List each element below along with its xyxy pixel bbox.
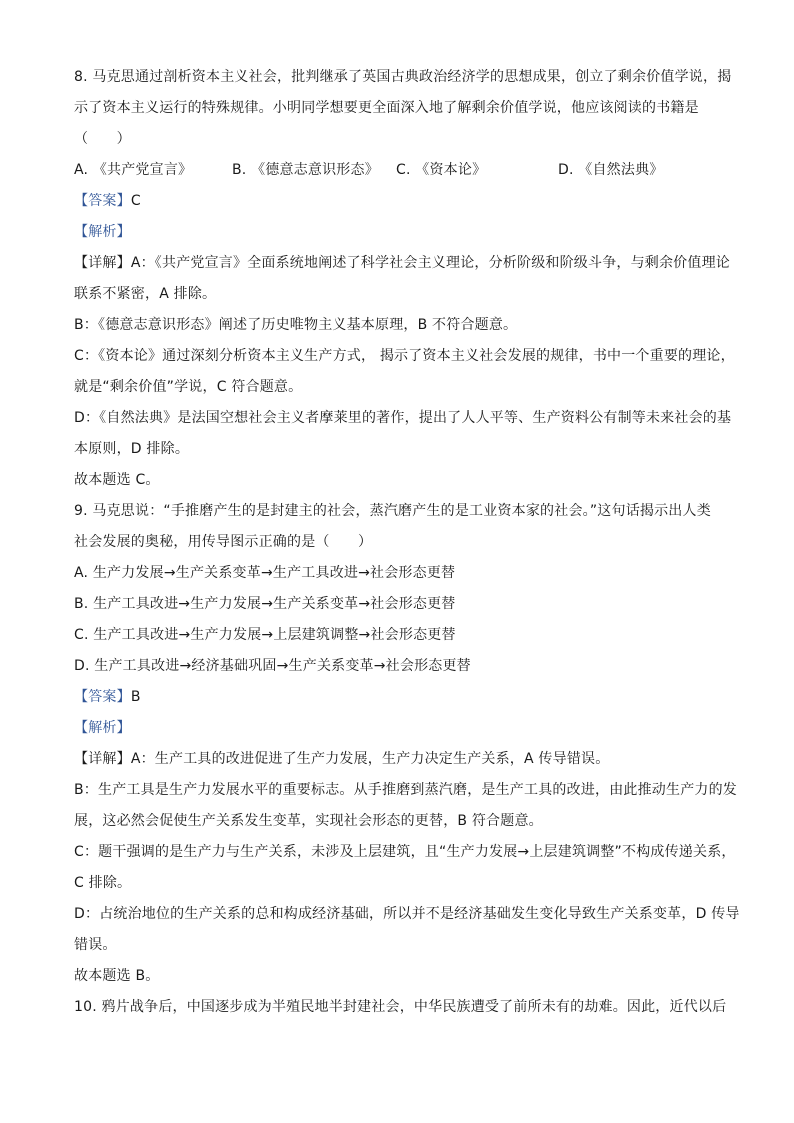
q8-option-d: D. 《自然法典》 bbox=[558, 162, 664, 178]
q8-stem-line-2: 示了资本主义运行的特殊规律。小明同学想要更全面深入地了解剩余价值学说，他应该阅读的书籍是 bbox=[74, 100, 699, 116]
q8-stem-line-3: （ ） bbox=[74, 131, 131, 147]
q9-detail-line-6: D：占统治地位的生产关系的总和构成经济基础，所以并不是经济基础发生变化导致生产关系变革，D 传导 bbox=[74, 906, 740, 922]
q9-conclusion: 故本题选 B。 bbox=[74, 968, 160, 984]
document-page bbox=[74, 62, 740, 1023]
q9-answer-value: B bbox=[130, 689, 141, 705]
q8-detail-tag: 【详解】 bbox=[74, 255, 131, 271]
q8-detail-text-1: A：《共产党宣言》全面系统地阐述了科学社会主义理论，分析阶级和阶级斗争，与剩余价值理论 bbox=[130, 255, 730, 271]
q9-option-a: A. 生产力发展→生产关系变革→生产工具改进→社会形态更替 bbox=[74, 565, 456, 581]
q8-answer-value: C bbox=[130, 193, 141, 209]
q9-detail-line-1 bbox=[74, 744, 734, 775]
q8-detail-line-6: D：《自然法典》是法国空想社会主义者摩莱里的著作，提出了人人平等、生产资料公有制等未来社会的基 bbox=[74, 410, 732, 426]
q9-option-d: D. 生产工具改进→经济基础巩固→生产关系变革→社会形态更替 bbox=[74, 658, 471, 674]
q9-detail-line-4: C：题干强调的是生产力与生产关系，未涉及上层建筑，且“生产力发展→上层建筑调整”不构成传递关系， bbox=[74, 844, 736, 860]
q8-answer-tag: 【答案】 bbox=[74, 193, 131, 209]
q9-stem-line-1: 9. 马克思说：“手推磨产生的是封建主的社会，蒸汽磨产生的是工业资本家的社会。”这句话揭示出人类 bbox=[74, 503, 711, 519]
q8-analysis-tag: 【解析】 bbox=[74, 224, 131, 240]
q9-option-c: C. 生产工具改进→生产力发展→上层建筑调整→社会形态更替 bbox=[74, 627, 456, 643]
q9-stem-line-2: 社会发展的奥秘，用传导图示正确的是（ ） bbox=[74, 534, 373, 550]
q8-detail-line-2: 联系不紧密，A 排除。 bbox=[74, 286, 217, 302]
q8-stem-line-1: 8. 马克思通过剖析资本主义社会，批判继承了英国古典政治经济学的思想成果，创立了剩余价值学说，揭 bbox=[74, 69, 732, 85]
q9-detail-line-5: C 排除。 bbox=[74, 875, 132, 891]
q9-analysis-tag: 【解析】 bbox=[74, 720, 131, 736]
q8-option-c: C. 《资本论》 bbox=[396, 162, 487, 178]
q9-detail-text-1: A：生产工具的改进促进了生产力发展，生产力决定生产关系，A 传导错误。 bbox=[130, 751, 610, 767]
q10-stem-line-1: 10. 鸦片战争后，中国逐步成为半殖民地半封建社会，中华民族遭受了前所未有的劫难。因此，近代以后 bbox=[74, 999, 727, 1015]
q9-answer-tag: 【答案】 bbox=[74, 689, 131, 705]
q8-detail-line-1 bbox=[74, 248, 734, 279]
q8-conclusion: 故本题选 C。 bbox=[74, 472, 160, 488]
q8-detail-line-7: 本原则，D 排除。 bbox=[74, 441, 190, 457]
q8-detail-line-4: C：《资本论》通过深刻分析资本主义生产方式， 揭示了资本主义社会发展的规律，书中一个重要的理论， bbox=[74, 348, 735, 364]
q9-detail-line-3: 展，这必然会促使生产关系发生变革，实现社会形态的更替，B 符合题意。 bbox=[74, 813, 543, 829]
q8-detail-line-3: B：《德意志意识形态》阐述了历史唯物主义基本原理，B 不符合题意。 bbox=[74, 317, 518, 333]
q9-detail-line-2: B：生产工具是生产力发展水平的重要标志。从手推磨到蒸汽磨，是生产工具的改进，由此推动生产力的发 bbox=[74, 782, 738, 798]
q8-options bbox=[74, 155, 734, 186]
q9-detail-line-7: 错误。 bbox=[74, 937, 117, 953]
q8-option-b: B. 《德意志意识形态》 bbox=[232, 162, 379, 178]
q9-answer bbox=[74, 682, 734, 713]
q9-detail-tag: 【详解】 bbox=[74, 751, 131, 767]
q8-option-a: A. 《共产党宣言》 bbox=[74, 162, 193, 178]
q8-answer bbox=[74, 186, 734, 217]
q9-option-b: B. 生产工具改进→生产力发展→生产关系变革→社会形态更替 bbox=[74, 596, 456, 612]
q8-detail-line-5: 就是“剩余价值”学说，C 符合题意。 bbox=[74, 379, 303, 395]
